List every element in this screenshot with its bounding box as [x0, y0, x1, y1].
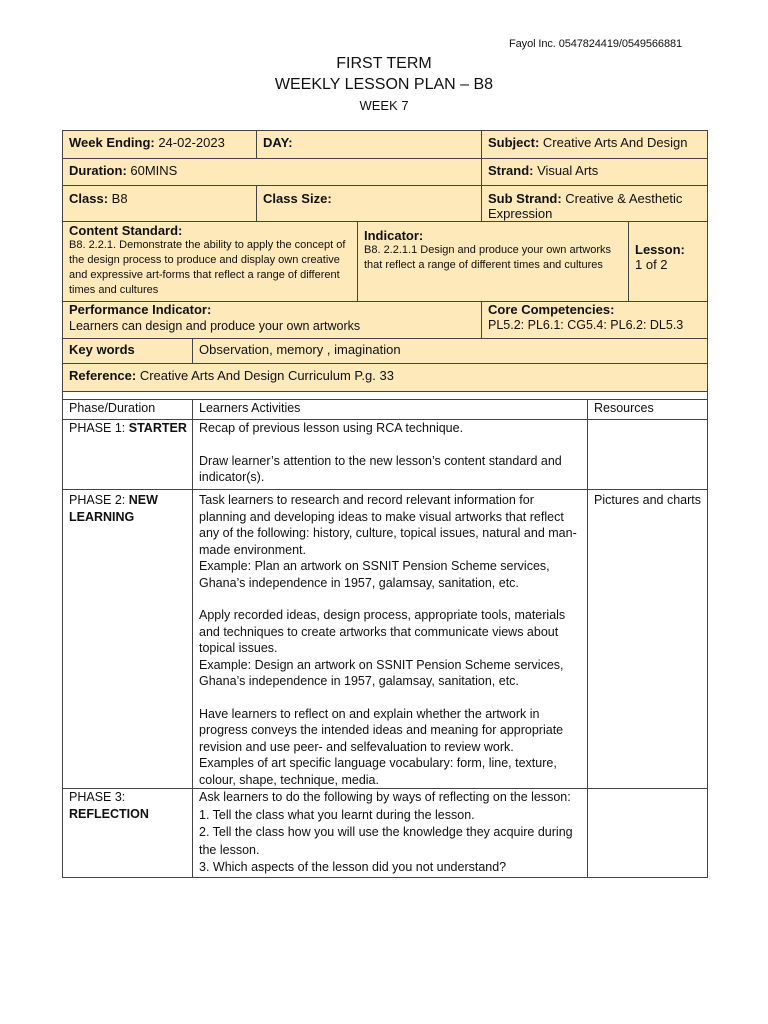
reference-cell [63, 364, 708, 392]
activities-header: Learners Activities [193, 400, 588, 420]
sub-strand-value: Creative & Aesthetic Expression [488, 191, 683, 221]
lesson-label: Lesson: [635, 242, 685, 257]
info-row-standard [63, 222, 708, 302]
keywords-value-cell [193, 339, 708, 364]
reference-label: Reference: [69, 368, 137, 383]
subject-label: Subject: [488, 135, 540, 150]
phases-header-row [63, 400, 708, 420]
performance-label: Performance Indicator: [69, 302, 212, 317]
content-standard-cell [63, 222, 358, 302]
subject-value: Creative Arts And Design [539, 135, 688, 150]
phase2-name: NEW LEARNING [69, 493, 158, 524]
info-row-class [63, 186, 708, 222]
day-cell [257, 131, 482, 159]
indicator-cell [358, 222, 629, 302]
content-standard-label: Content Standard: [69, 223, 183, 238]
phase2-activity: Example: Design an artwork on SSNIT Pension Scheme services, Ghana’s independence in 1957, galamsay, sanitation, etc. [199, 657, 564, 688]
core-competencies-label: Core Competencies: [488, 302, 615, 317]
sub-strand-cell [482, 186, 708, 222]
phase2-row [63, 490, 708, 789]
keywords-label: Key words [69, 342, 135, 357]
duration-label: Duration: [69, 163, 127, 178]
info-row-reference [63, 364, 708, 392]
term-title: FIRST TERM [336, 55, 432, 72]
phase1-activity: Recap of previous lesson using RCA technique. [199, 421, 464, 435]
document-title-block [0, 54, 768, 116]
phase3-prefix: PHASE 3: [69, 790, 126, 804]
info-row-week [63, 131, 708, 159]
phase1-row [63, 420, 708, 490]
phase-header: Phase/Duration [63, 400, 193, 420]
phase3-activity: 3. Which aspects of the lesson did you not understand? [199, 860, 507, 874]
strand-value: Visual Arts [533, 163, 599, 178]
plan-title: WEEKLY LESSON PLAN – B8 [274, 76, 494, 93]
resources-header: Resources [588, 400, 708, 420]
content-standard-value: B8. 2.2.1. Demonstrate the ability to apply the concept of the design process to produce and display own creative and expressive art-forms that reflect a range of different times and cultures [69, 239, 346, 296]
phase2-prefix: PHASE 2: [69, 493, 129, 507]
phase1-name: STARTER [128, 421, 187, 435]
class-size-label: Class Size: [263, 191, 332, 206]
phase3-label-cell [63, 789, 193, 878]
keywords-value: Observation, memory , imagination [199, 342, 401, 357]
info-row-duration [63, 159, 708, 186]
publisher-contact: Fayol Inc. 0547824419/0549566881 [509, 38, 682, 50]
sub-strand-label: Sub Strand: [488, 191, 562, 206]
core-competencies-value: PL5.2: PL6.1: CG5.4: PL6.2: DL5.3 [488, 318, 684, 332]
duration-value: 60MINS [126, 163, 178, 178]
phase2-activity: Examples of art specific language vocabulary: form, line, texture, colour, shape, technique, media. [199, 756, 557, 787]
lesson-info-table [62, 130, 708, 408]
lesson-phases-table [62, 399, 708, 878]
phase3-name: REFLECTION [69, 806, 149, 821]
info-row-performance [63, 302, 708, 339]
phase3-activity: 1. Tell the class what you learnt during the lesson. [199, 807, 475, 822]
week-ending-cell [63, 131, 257, 159]
indicator-label: Indicator: [364, 228, 424, 243]
phase3-activities-cell [193, 789, 588, 878]
phase1-resources-cell [588, 420, 708, 490]
phase2-activity: Apply recorded ideas, design process, appropriate tools, materials and techniques to create artworks that communicate views about topical issues. [199, 608, 566, 655]
week-title: WEEK 7 [359, 98, 409, 113]
phase2-label-cell [63, 490, 193, 789]
phase2-activity: Example: Plan an artwork on SSNIT Pension Scheme services, Ghana’s independence in 1957, galamsay, sanitation, etc. [199, 559, 550, 590]
info-row-keywords [63, 339, 708, 364]
phase3-row [63, 789, 708, 878]
reference-value: Creative Arts And Design Curriculum P.g. 33 [136, 368, 394, 383]
indicator-value: B8. 2.2.1.1 Design and produce your own artworks that reflect a range of different times and cultures [364, 244, 612, 271]
week-ending-label: Week Ending: [69, 135, 155, 150]
phase2-activity: Task learners to research and record relevant information for planning and developing ideas to make visual artworks that reflect any of the following: history, culture, topical issues, natural and man-made environment. [199, 493, 577, 557]
week-ending-value: 24-02-2023 [154, 135, 225, 150]
phase3-activity: Ask learners to do the following by ways of reflecting on the lesson: [199, 790, 571, 804]
strand-cell [482, 159, 708, 186]
performance-cell [63, 302, 482, 339]
phase1-activities-cell [193, 420, 588, 490]
lesson-value: 1 of 2 [635, 257, 668, 272]
phase1-activity: Draw learner’s attention to the new lesson’s content standard and indicator(s). [199, 453, 562, 484]
phase3-activity: 2. Tell the class how you will use the knowledge they acquire during the lesson. [199, 825, 573, 857]
phase1-label-cell [63, 420, 193, 490]
class-label: Class: [69, 191, 109, 206]
duration-cell [63, 159, 482, 186]
class-value: B8 [108, 191, 128, 206]
phase2-resources: Pictures and charts [594, 493, 701, 507]
class-size-cell [257, 186, 482, 222]
phase2-activities-cell [193, 490, 588, 789]
keywords-label-cell [63, 339, 193, 364]
phase2-activity: Have learners to reflect on and explain whether the artwork in progress conveys the intended ideas and meaning for appropriate revision and use peer- and selfevaluation to review work. [199, 706, 564, 754]
day-label: DAY: [263, 135, 293, 150]
subject-cell [482, 131, 708, 159]
lesson-cell [629, 222, 708, 302]
class-cell [63, 186, 257, 222]
core-competencies-cell [482, 302, 708, 339]
phase2-resources-cell [588, 490, 708, 789]
strand-label: Strand: [488, 163, 534, 178]
performance-value: Learners can design and produce your own artworks [69, 319, 361, 333]
phase1-prefix: PHASE 1: [69, 421, 129, 435]
phase3-resources-cell [588, 789, 708, 878]
